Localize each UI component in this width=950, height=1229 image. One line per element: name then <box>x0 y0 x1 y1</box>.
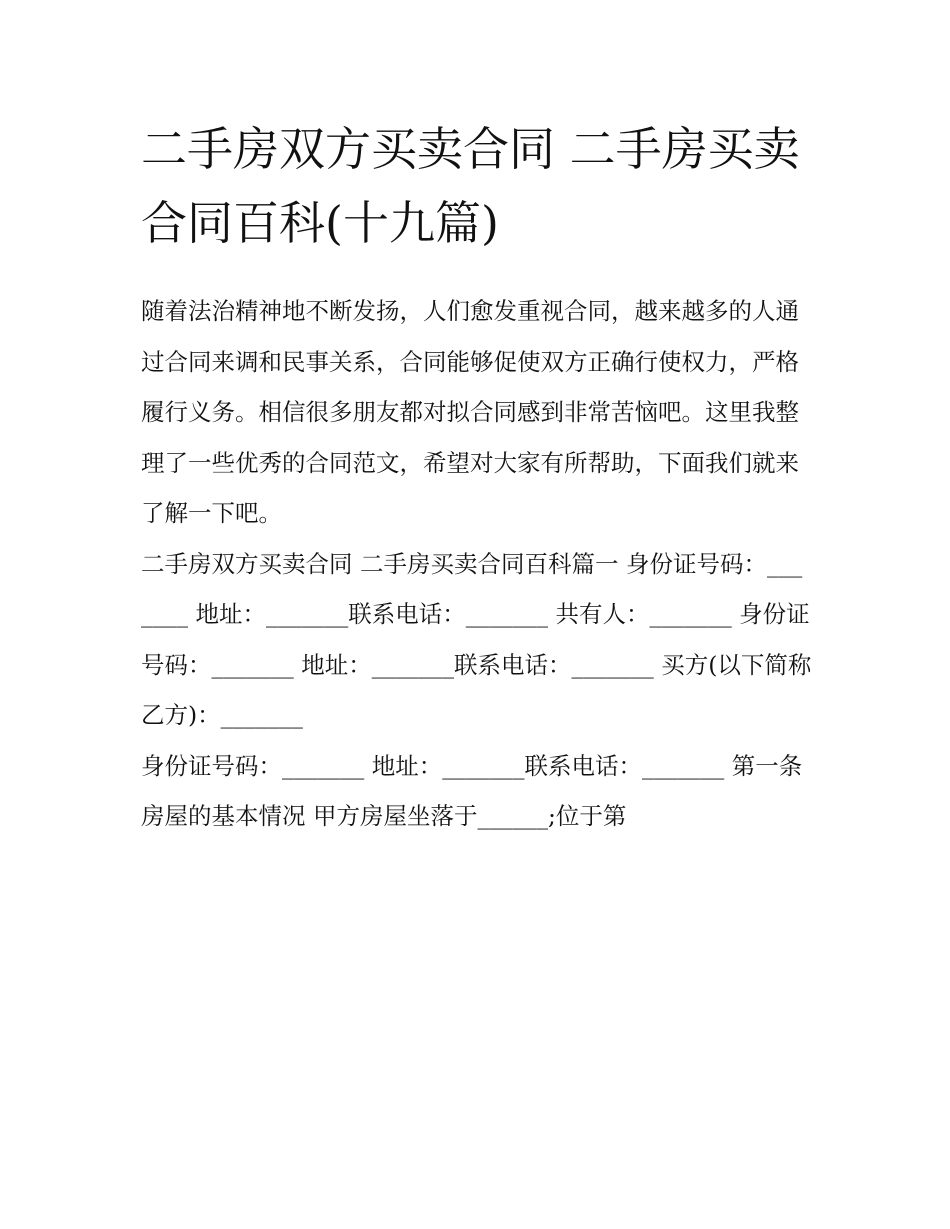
contract-property-paragraph: 身份证号码：_______ 地址：_______联系电话：_______ 第一条房屋的基本情况 甲方房屋坐落于______;位于第 <box>141 751 803 830</box>
document-title: 二手房双方买卖合同 二手房买卖合同百科(十九篇) <box>141 122 800 250</box>
intro-paragraph: 随着法治精神地不断发扬，人们愈发重视合同，越来越多的人通过合同来调和民事关系，合同能够促使双方正确行使权力，严格履行义务。相信很多朋友都对拟合同感到非常苦恼吧。这里我整理了一些优秀的合同范文，希望对大家有所帮助，下面我们就来了解一下吧。 <box>141 297 799 527</box>
document-body <box>141 112 813 842</box>
contract-parties-paragraph: 二手房双方买卖合同 二手房买卖合同百科篇一 身份证号码：_______ 地址：_______联系电话：_______ 共有人：_______ 身份证号码：_______ 地址：_______联系电话：_______ 买方(以下简称乙方)：_______ <box>141 549 812 729</box>
